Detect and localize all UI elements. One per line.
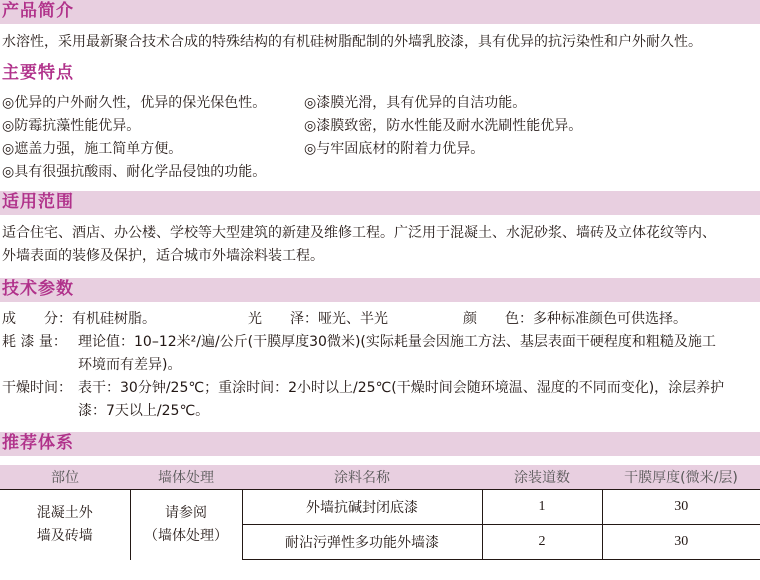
feature-item: ◎优异的户外耐久性，优异的保光保色性。 <box>2 95 267 111</box>
spec-row-color <box>463 308 687 331</box>
treatment-line-2: （墙体处理） <box>144 527 228 544</box>
drying-label: 干燥时间： <box>2 380 72 396</box>
treatment-line-1: 请参阅 <box>165 504 207 521</box>
header-wall-treatment: 墙体处理 <box>130 465 242 490</box>
color-label: 颜 色： <box>463 311 533 327</box>
spec-row-drying <box>2 377 724 400</box>
feature-item: ◎遮盖力强，施工简单方便。 <box>2 141 183 157</box>
feature-item: ◎漆膜致密，防水性能及耐水洗刷性能优异。 <box>304 118 583 134</box>
cell-coats: 2 <box>482 525 602 560</box>
color-value: 多种标准颜色可供选择。 <box>533 311 687 327</box>
table-header-row <box>0 465 760 490</box>
section-title-intro: 产品简介 <box>2 1 74 21</box>
part-line-1: 混凝土外 <box>36 504 93 521</box>
cell-coating-name: 耐沾污弹性多功能外墙漆 <box>242 525 482 560</box>
composition-label: 成 分： <box>2 311 72 327</box>
section-title-specs: 技术参数 <box>2 279 74 299</box>
cell-wall-treatment <box>130 490 242 560</box>
header-thickness: 干膜厚度(微米/层) <box>602 465 760 490</box>
gloss-value: 哑光、半光 <box>318 311 388 327</box>
header-coats: 涂装道数 <box>482 465 602 490</box>
consumption-value-2: 环境而有差异)。 <box>78 357 182 373</box>
composition-value: 有机硅树脂。 <box>72 311 156 327</box>
section-title-scope: 适用范围 <box>2 192 74 212</box>
spec-row-composition <box>2 308 156 331</box>
spec-row-consumption <box>2 331 716 354</box>
header-coating-name: 涂料名称 <box>242 465 482 490</box>
cell-thickness: 30 <box>602 490 760 525</box>
table-row <box>0 490 760 525</box>
header-part: 部位 <box>0 465 130 490</box>
cell-coating-name: 外墙抗碱封闭底漆 <box>242 490 482 525</box>
gloss-label: 光 泽： <box>248 311 318 327</box>
feature-item: ◎防霉抗藻性能优异。 <box>2 118 141 134</box>
section-title-features: 主要特点 <box>2 63 74 83</box>
scope-line-1: 适合住宅、酒店、办公楼、学校等大型建筑的新建及维修工程。广泛用于混凝土、水泥砂浆、墙砖及立体花纹等内、 <box>2 225 716 241</box>
spec-row-gloss <box>248 308 388 331</box>
drying-value-1: 表干：30分钟/25℃；重涂时间：2小时以上/25℃(干燥时间会随环境温、湿度的不同而变化)，涂层养护 <box>78 380 725 396</box>
feature-item: ◎与牢固底材的附着力优异。 <box>304 141 485 157</box>
feature-item: ◎具有很强抗酸雨、耐化学品侵蚀的功能。 <box>2 164 267 180</box>
section-bar-scope <box>0 191 760 215</box>
section-bar-system <box>0 432 760 456</box>
section-bar-specs <box>0 278 760 302</box>
drying-value-2: 漆：7天以上/25℃。 <box>78 403 210 419</box>
section-title-system: 推荐体系 <box>2 433 74 453</box>
feature-item: ◎漆膜光滑，具有优异的自洁功能。 <box>304 95 527 111</box>
cell-coats: 1 <box>482 490 602 525</box>
part-line-2: 墙及砖墙 <box>36 527 93 544</box>
intro-text: 水溶性，采用最新聚合技术合成的特殊结构的有机硅树脂配制的外墙乳胶漆，具有优异的抗污染性和户外耐久性。 <box>2 34 702 50</box>
recommended-system-table <box>0 465 760 560</box>
section-bar-intro <box>0 0 760 24</box>
consumption-label: 耗 漆 量： <box>2 334 67 350</box>
scope-line-2: 外墙表面的装修及保护，适合城市外墙涂料装工程。 <box>2 248 324 264</box>
cell-thickness: 30 <box>602 525 760 560</box>
cell-part <box>0 490 130 560</box>
consumption-value-1: 理论值：10–12米²/遍/公斤(干膜厚度30微米)(实际耗量会因施工方法、基层表面干硬程度和粗糙及施工 <box>78 334 716 350</box>
